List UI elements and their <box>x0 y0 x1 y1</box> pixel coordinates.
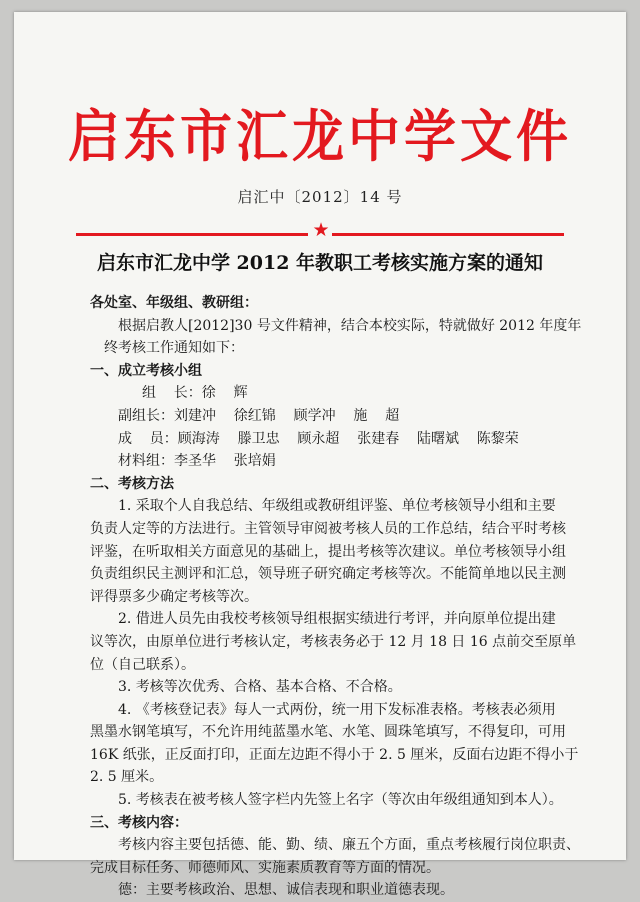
red-rule-right <box>332 233 564 236</box>
body-line: 黑墨水钢笔填写，不允许用纯蓝墨水笔、水笔、圆珠笔填写，不得复印，可用 <box>90 724 566 741</box>
member-line: 材料组：李圣华 张培娟 <box>118 453 276 470</box>
notice-body <box>90 292 584 902</box>
body-line: 考核内容主要包括德、能、勤、绩、廉五个方面，重点考核履行岗位职责、 <box>118 837 580 854</box>
document-number: 启汇中〔2012〕14 号 <box>237 188 403 206</box>
member-line: 副组长：刘建冲 徐红锦 顾学冲 施 超 <box>118 407 400 424</box>
body-line: 评得票多少确定考核等次。 <box>90 588 258 605</box>
document-page <box>14 12 626 899</box>
member-line: 成 员：顾海涛 滕卫忠 顾永超 张建春 陆曙斌 陈黎荣 <box>118 430 519 447</box>
red-rule-left <box>76 233 308 236</box>
notice-title: 启东市汇龙中学 2012 年教职工考核实施方案的通知 <box>96 252 544 274</box>
body-line: 议等次，由原单位进行考核认定，考核表务必于 12 月 18 日 16 点前交至原单 <box>90 633 577 650</box>
body-line: 负责人定等的方法进行。主管领导审阅被考核人员的工作总结，结合平时考核 <box>90 520 566 537</box>
body-line: 位（自己联系）。 <box>90 656 195 673</box>
salutation: 各处室、年级组、教研组： <box>90 295 258 311</box>
section-heading: 三、考核内容： <box>90 814 188 831</box>
document-header-title: 启东市汇龙中学文件 <box>67 103 572 170</box>
body-line: 终考核工作通知如下： <box>104 340 244 357</box>
section-heading: 二、考核方法 <box>90 475 174 492</box>
body-line: 完成目标任务、师德师风、实施素质教育等方面的情况。 <box>90 859 440 876</box>
body-line: 评鉴，在听取相关方面意见的基础上，提出考核等次建议。单位考核领导小组 <box>90 543 566 560</box>
body-line: 2. 借进人员先由我校考核领导组根据实绩进行考评，并向原单位提出建 <box>118 611 556 628</box>
body-line: 3. 考核等次优秀、合格、基本合格、不合格。 <box>118 679 402 696</box>
star-icon: ★ <box>312 219 330 241</box>
body-line: 德：主要考核政治、思想、诚信表现和职业道德表现。 <box>118 882 454 899</box>
body-line: 16K 纸张，正反面打印，正面左边距不得小于 2. 5 厘米，反面右边距不得小于 <box>90 746 579 763</box>
body-line: 5. 考核表在被考核人签字栏内先签上名字（等次由年级组通知到本人）。 <box>118 792 563 809</box>
body-line: 2. 5 厘米。 <box>90 769 164 786</box>
body-line: 负责组织民主测评和汇总，领导班子研究确定考核等次。不能简单地以民主测 <box>90 566 566 583</box>
body-line: 根据启教人[2012]30 号文件精神，结合本校实际，特就做好 2012 年度年 <box>118 317 582 334</box>
section-heading: 一、成立考核小组 <box>90 362 202 379</box>
member-line: 组 长：徐 辉 <box>142 385 248 402</box>
body-line: 4. 《考核登记表》每人一式两份，统一用下发标准表格。考核表必须用 <box>118 701 556 718</box>
body-line: 1. 采取个人自我总结、年级组或教研组评鉴、单位考核领导小组和主要 <box>118 498 556 515</box>
